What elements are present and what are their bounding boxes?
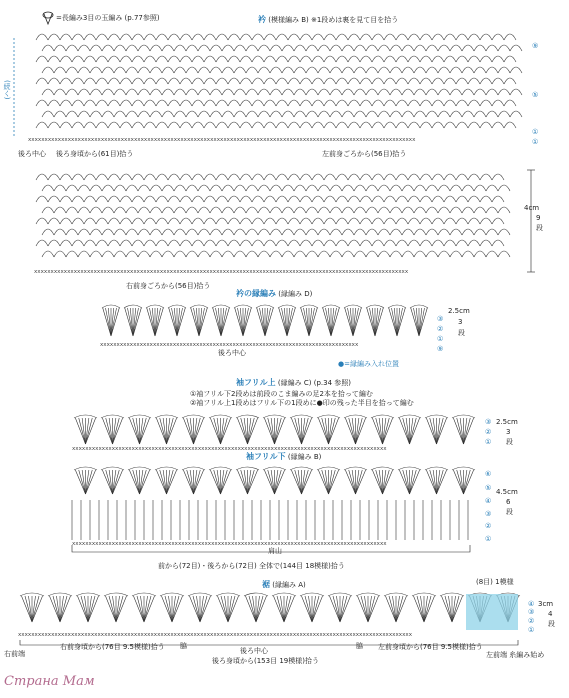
section6-pattern: (縁編み A) [272, 581, 306, 589]
section1-arches [36, 34, 522, 128]
section6-start-label: 左前端 糸編み始め [486, 651, 545, 659]
section3-dim-rows: 3 [458, 318, 463, 326]
section6-base-row: xxxxxxxxxxxxxxxxxxxxxxxxxxxxxxxxxxxxxxxxxxxxxxxxxxxxxxxxxxxxxxxxxxxxxxxxxxxxxxxxxxxxxxxxxxxxxxxxxxxxxxxxxxxxxxxxxxxxxxx [18, 632, 413, 638]
section3-center-label: 後ろ中心 [218, 349, 246, 357]
section2-base-row: xxxxxxxxxxxxxxxxxxxxxxxxxxxxxxxxxxxxxxxxxxxxxxxxxxxxxxxxxxxxxxxxxxxxxxxxxxxxxxxxxxxxxxxxxxxxxxxxxxxxxxxxxxxxxxxxx [34, 269, 409, 275]
section6-left-pickup: 左前身頃から(76目 9.5模様)拾う [378, 643, 483, 651]
section5-shoulder-label: 肩山 [268, 547, 282, 555]
section5-row-2: ② [485, 522, 492, 530]
section4-title [236, 378, 351, 388]
section5-dim-rows: 6 [506, 498, 511, 506]
section5-dim-unit: 段 [506, 508, 513, 516]
section3-title [236, 289, 312, 299]
section6-row-3: ③ [528, 608, 535, 616]
section4-dim-rows: 3 [506, 428, 511, 436]
section6-dim-cm: 3cm [538, 600, 554, 608]
section5-lattice [72, 500, 468, 540]
section6-row-2: ② [528, 617, 535, 625]
section3-dim-cm: 2.5cm [448, 307, 470, 315]
section1-row-marker-bottom: ① [532, 138, 539, 146]
section1-title [258, 15, 398, 25]
section5-title [246, 452, 321, 462]
section3-pattern: (縁編み D) [278, 290, 313, 298]
section4-dim-cm: 2.5cm [496, 418, 518, 426]
section3-row-9: ⑨ [437, 345, 444, 353]
section6-row-1: ① [528, 626, 535, 634]
section5-row-5: ⑤ [485, 484, 492, 492]
section1-row-marker-mid: ⑤ [532, 91, 539, 99]
section6-side-label-2: 脇 [356, 642, 363, 650]
section6-side-label-1: 脇 [180, 642, 187, 650]
section5-bottom-pickup: 前から(72目)・後ろから(72目) 全体で(144目 18模様)拾う [158, 562, 345, 570]
section4-ref: (p.34 参照) [313, 379, 351, 387]
section1-left-pickup: 後ろ身頃から(61目)拾う [56, 150, 134, 158]
section1-row-marker-low: ① [532, 128, 539, 136]
section3-note: ●=縁編み入れ位置 [338, 360, 399, 368]
section3-row-2: ② [437, 325, 444, 333]
section3-dim-unit: 段 [458, 329, 465, 337]
section6-dim-rows: 4 [548, 610, 553, 618]
section1-row-marker-top: ⑨ [532, 42, 539, 50]
section1-center-label: 後ろ中心 [18, 150, 46, 158]
section3-fans [102, 305, 428, 336]
section5-base-row: xxxxxxxxxxxxxxxxxxxxxxxxxxxxxxxxxxxxxxxxxxxxxxxxxxxxxxxxxxxxxxxxxxxxxxxxxxxxxxxxxxxxxxxxxxxxxxx [72, 541, 387, 547]
section6-title-text: 裾 [262, 580, 270, 589]
section1-side-label: (続く) [3, 80, 11, 100]
section1-base-row: xxxxxxxxxxxxxxxxxxxxxxxxxxxxxxxxxxxxxxxxxxxxxxxxxxxxxxxxxxxxxxxxxxxxxxxxxxxxxxxxxxxxxxxxxxxxxxxxxxxxxxxxxxxxxxxxxxxxx [28, 137, 416, 143]
section6-dim-unit: 段 [548, 620, 555, 628]
section4-row-2: ② [485, 428, 492, 436]
section4-fans [74, 415, 475, 444]
watermark: Страна Мам [4, 674, 95, 689]
section2-arches [36, 174, 510, 257]
section4-pattern: (縁編み C) [277, 379, 312, 387]
section5-fans [74, 467, 475, 494]
section5-title-text: 袖フリル下 [246, 452, 286, 461]
section5-row-1: ① [485, 535, 492, 543]
section4-dim-unit: 段 [506, 438, 513, 446]
section6-repeat-label: (8目) 1模様 [476, 578, 514, 586]
section3-row-1: ① [437, 335, 444, 343]
section5-row-4: ④ [485, 497, 492, 505]
section6-right-front-label: 右前端 [4, 650, 25, 658]
section2-dimension-line [527, 170, 535, 272]
section1-title-text: 衿 [258, 15, 266, 24]
section2-bottom-pickup: 右前身ごろから(56目)拾う [126, 282, 211, 290]
section6-back-pickup: 後ろ身頃から(153目 19模様)拾う [212, 657, 319, 665]
arch-patterns [36, 34, 522, 257]
section3-row-3: ③ [437, 315, 444, 323]
section4-base-row: xxxxxxxxxxxxxxxxxxxxxxxxxxxxxxxxxxxxxxxxxxxxxxxxxxxxxxxxxxxxxxxxxxxxxxxxxxxxxxxxxxxxxxxxxxxxxxx [72, 446, 387, 452]
section4-row-1: ① [485, 438, 492, 446]
section6-right-pickup: 右前身頃から(76目 9.5模様)拾う [60, 643, 165, 651]
section6-title [262, 580, 306, 590]
section5-row-6: ⑥ [485, 470, 492, 478]
section2-dim-cm: 4cm [524, 204, 540, 212]
section2-dim-unit: 段 [536, 224, 543, 232]
section1-note: ※1段めは裏を見て目を拾う [310, 16, 399, 24]
section6-row-4: ④ [528, 600, 535, 608]
section1-pattern: (模様編み B) [268, 16, 309, 24]
section2-dim-rows: 9 [536, 214, 541, 222]
pattern-repeat-highlight [466, 594, 518, 630]
section6-fans [20, 593, 520, 622]
section3-title-text: 衿の縁編み [236, 289, 276, 298]
section4-row-3: ③ [485, 418, 492, 426]
section5-pattern: (縁編み B) [287, 453, 322, 461]
section6-center-label: 後ろ中心 [240, 647, 268, 655]
section4-title-text: 袖フリル上 [236, 378, 276, 387]
section3-base-row: xxxxxxxxxxxxxxxxxxxxxxxxxxxxxxxxxxxxxxxxxxxxxxxxxxxxxxxxxxxxxxxxxxxxxxxxxxxxxx [100, 342, 359, 348]
section1-right-pickup: 左前身ごろから(56目)拾う [322, 150, 407, 158]
legend-label: =長編み3目の玉編み (p.77参照) [56, 14, 160, 22]
section4-note-1: ①袖フリル下2段めは前段のこま編みの足2本を拾って編む [190, 390, 373, 398]
section5-dim-cm: 4.5cm [496, 488, 518, 496]
fan-patterns [20, 305, 520, 622]
section4-note-2: ②袖フリル上1段めはフリル下の1段めに●印の残った半目を拾って編む [190, 399, 414, 407]
section5-row-3: ③ [485, 510, 492, 518]
legend-puff-symbol [43, 12, 53, 24]
